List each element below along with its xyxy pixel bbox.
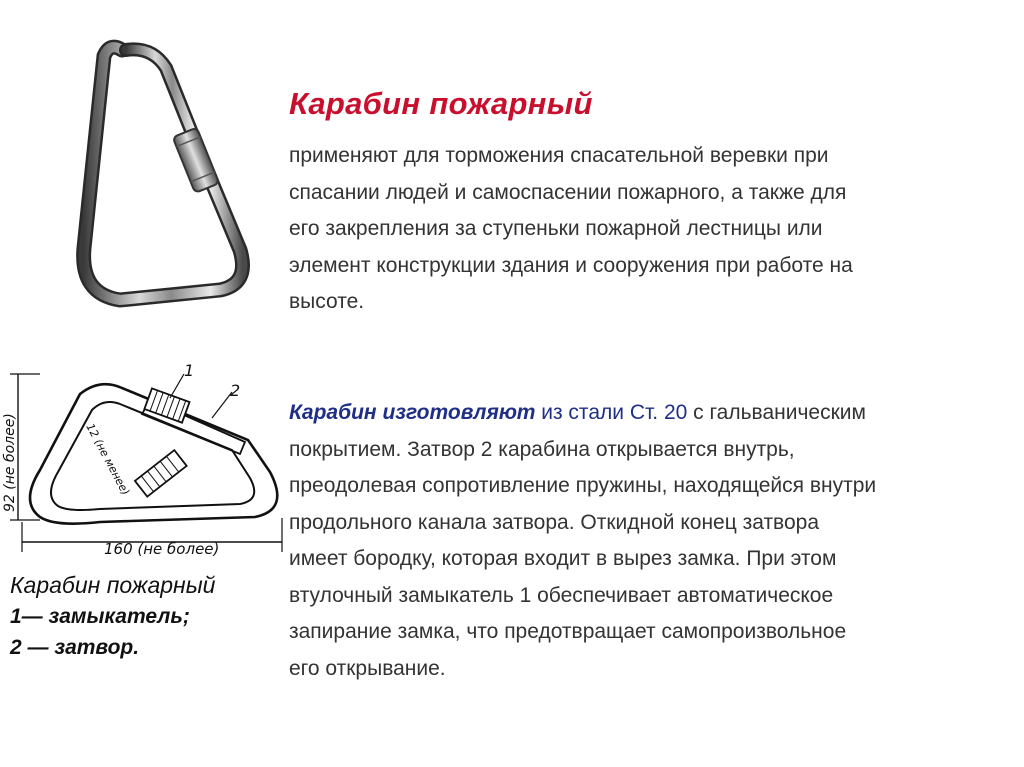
material-lead: Карабин изготовляют — [289, 401, 536, 424]
drawing-caption — [10, 570, 280, 663]
intro-line: его закрепления за ступеньки пожарной лестницы или — [289, 217, 823, 240]
material-line: покрытием. Затвор 2 карабина открывается внутрь, — [289, 437, 795, 461]
intro-line: элемент конструкции здания и сооружения при работе на — [289, 253, 853, 277]
material-line: имеет бородку, которая входит в вырез замка. При этом — [289, 547, 837, 570]
material-line: его открывание. — [289, 656, 446, 680]
drawing-dim-gate: 12 (не менее) — [83, 421, 133, 498]
material-steel-grade: из стали Ст. 20 — [535, 401, 688, 424]
drawing-label-2: 2 — [230, 381, 241, 400]
caption-item-closer: 1— замыкатель; — [10, 605, 190, 628]
drawing-dim-height: 92 (не более) — [2, 413, 18, 512]
intro-paragraph — [289, 138, 979, 321]
page-title: Карабин пожарный — [289, 86, 593, 121]
carabiner-drawing — [0, 352, 290, 574]
material-line: втулочный замыкатель 1 обеспечивает автоматическое — [289, 583, 834, 607]
material-line: продольного канала затвора. Откидной конец затвора — [289, 510, 820, 534]
caption-title: Карабин пожарный — [10, 572, 216, 598]
material-line: запирание замка, что предотвращает самопроизвольное — [289, 620, 847, 643]
material-paragraph — [289, 395, 1014, 687]
intro-line: высоте. — [289, 290, 365, 313]
material-line: с гальваническим — [687, 401, 866, 424]
carabiner-photo — [70, 28, 280, 318]
drawing-label-1: 1 — [184, 361, 195, 380]
material-line: преодолевая сопротивление пружины, находящейся внутри — [289, 474, 877, 497]
intro-line: спасании людей и самоспасении пожарного, а также для — [289, 180, 847, 204]
drawing-dim-length: 160 (не более) — [104, 540, 220, 558]
caption-item-gate: 2 — затвор. — [10, 636, 140, 659]
intro-line: применяют для торможения спасательной веревки при — [289, 144, 829, 167]
